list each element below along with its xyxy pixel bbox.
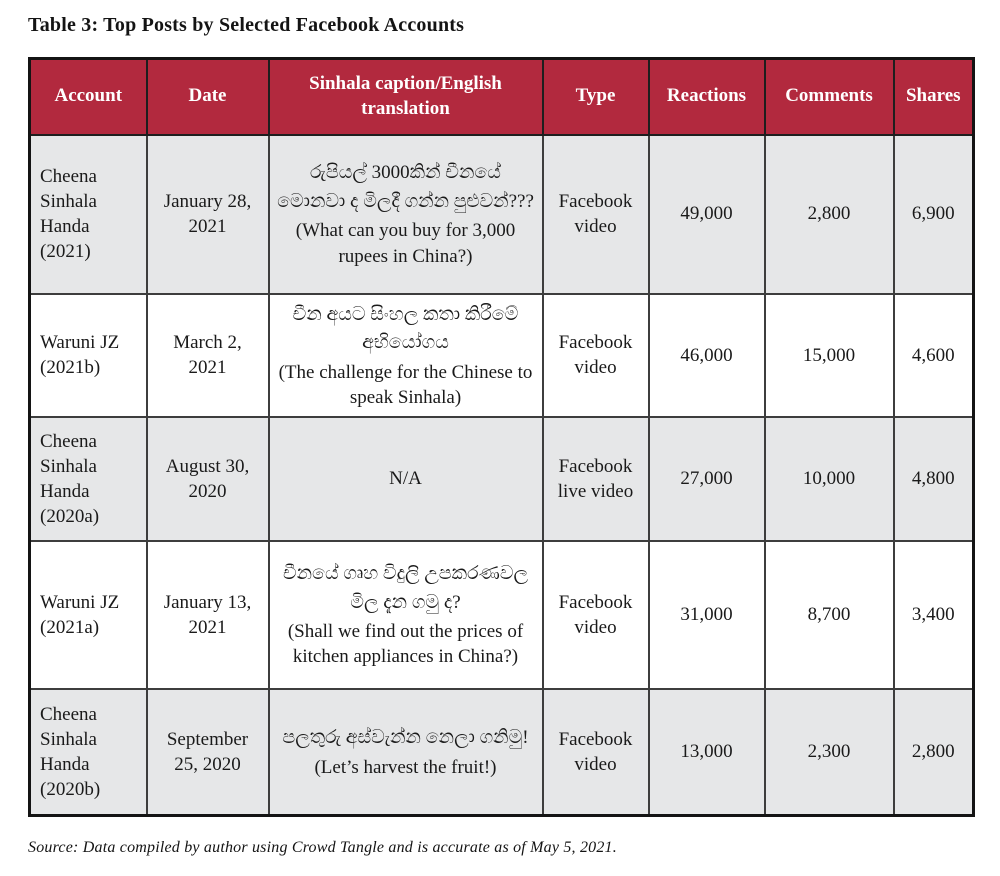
comments-cell: 15,000 (765, 294, 894, 417)
account-cell: Cheena Sinhala Handa (2020b) (30, 689, 147, 816)
caption-english-text: (Shall we find out the prices of kitchen appliances in China?) (287, 621, 524, 668)
reactions-cell: 27,000 (649, 417, 765, 541)
table-row (30, 135, 974, 294)
reactions-cell: 31,000 (649, 541, 765, 689)
caption-english-text: (Let’s harvest the fruit!) (314, 756, 497, 778)
type-cell: Facebook video (543, 135, 649, 294)
reactions-cell: 46,000 (649, 294, 765, 417)
caption-cell (269, 689, 543, 816)
column-header-reactions: Reactions (649, 59, 765, 135)
caption-english-text: N/A (389, 468, 422, 490)
caption-english-text: (What can you buy for 3,000 rupees in China?) (295, 220, 516, 267)
source-note: Source: Data compiled by author using Crowd Tangle and is accurate as of May 5, 2021. (28, 839, 617, 857)
top-posts-table (28, 57, 975, 817)
reactions-cell: 49,000 (649, 135, 765, 294)
account-cell: Waruni JZ (2021a) (30, 541, 147, 689)
caption-cell (269, 294, 543, 417)
date-cell: January 13, 2021 (147, 541, 269, 689)
table-row (30, 294, 974, 417)
type-cell: Facebook video (543, 294, 649, 417)
column-header-type: Type (543, 59, 649, 135)
caption-sinhala-text: චීන අයට සිංහල කතා කිරීමේ අභියෝගය (292, 303, 519, 353)
shares-cell: 6,900 (894, 135, 974, 294)
shares-cell: 2,800 (894, 689, 974, 816)
type-cell: Facebook video (543, 541, 649, 689)
table-row (30, 689, 974, 816)
comments-cell: 2,800 (765, 135, 894, 294)
reactions-cell: 13,000 (649, 689, 765, 816)
caption-cell (269, 417, 543, 541)
table-row (30, 417, 974, 541)
column-header-account: Account (30, 59, 147, 135)
table-row (30, 541, 974, 689)
shares-cell: 3,400 (894, 541, 974, 689)
column-header-comments: Comments (765, 59, 894, 135)
shares-cell: 4,800 (894, 417, 974, 541)
caption-sinhala-text: පලතුරු අස්වැන්න නෙලා ගනිමු! (282, 727, 529, 749)
comments-cell: 8,700 (765, 541, 894, 689)
date-cell: March 2, 2021 (147, 294, 269, 417)
table-title: Table 3: Top Posts by Selected Facebook Accounts (28, 14, 465, 36)
account-cell: Cheena Sinhala Handa (2021) (30, 135, 147, 294)
column-header-caption: Sinhala caption/English translation (269, 59, 543, 135)
account-cell: Cheena Sinhala Handa (2020a) (30, 417, 147, 541)
caption-english-text: (The challenge for the Chinese to speak Sinhala) (278, 361, 533, 408)
table-header-row (30, 59, 974, 135)
column-header-shares: Shares (894, 59, 974, 135)
caption-cell (269, 541, 543, 689)
column-header-date: Date (147, 59, 269, 135)
date-cell: September 25, 2020 (147, 689, 269, 816)
shares-cell: 4,600 (894, 294, 974, 417)
type-cell: Facebook video (543, 689, 649, 816)
caption-cell (269, 135, 543, 294)
comments-cell: 10,000 (765, 417, 894, 541)
comments-cell: 2,300 (765, 689, 894, 816)
caption-sinhala-text: රුපියල් 3000කින් චීනයේ මොනවා ද මිලදී ගන්න පුළුවන්??? (277, 162, 534, 212)
caption-sinhala-text: චීනයේ ගෘහ විදුලි උපකරණවල මිල දැන ගමු ද? (282, 563, 529, 613)
type-cell: Facebook live video (543, 417, 649, 541)
date-cell: August 30, 2020 (147, 417, 269, 541)
account-cell: Waruni JZ (2021b) (30, 294, 147, 417)
date-cell: January 28, 2021 (147, 135, 269, 294)
